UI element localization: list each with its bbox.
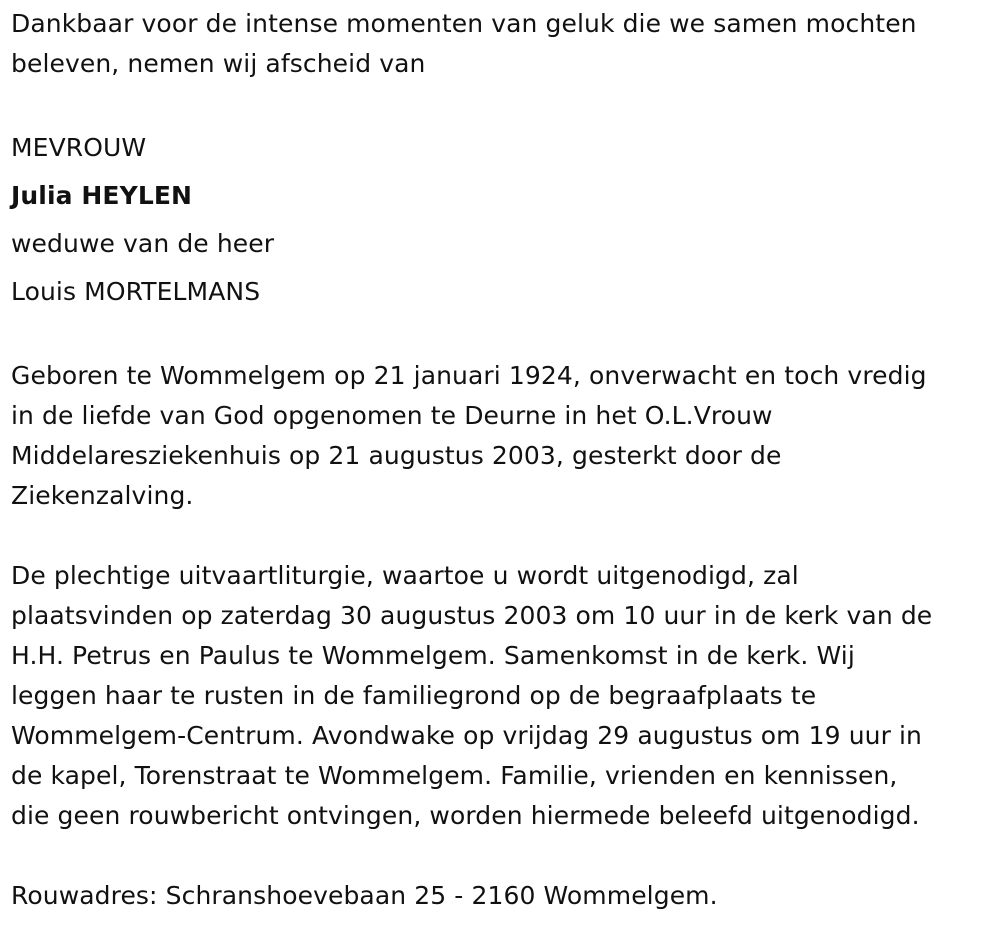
deceased-block [11,124,996,316]
deceased-name: Julia HEYLEN [11,181,193,210]
intro-paragraph [11,4,996,84]
funeral-line: Wommelgem-Centrum. Avondwake op vrijdag 29 augustus om 19 uur in [11,721,923,750]
address-paragraph [11,876,996,916]
birth-death-line: Ziekenzalving. [11,481,194,510]
spouse-name: Louis MORTELMANS [11,277,261,306]
paragraph-spacer [11,836,996,876]
funeral-line: H.H. Petrus en Paulus te Wommelgem. Samenkomst in de kerk. Wij [11,641,855,670]
intro-line: beleven, nemen wij afscheid van [11,49,426,78]
funeral-line: leggen haar te rusten in de familiegrond op de begraafplaats te [11,681,817,710]
birth-death-paragraph [11,356,996,516]
birth-death-line: in de liefde van God opgenomen te Deurne in het O.L.Vrouw [11,401,773,430]
birth-death-line: Middelaresziekenhuis op 21 augustus 2003, gesterkt door de [11,441,782,470]
funeral-line: De plechtige uitvaartliturgie, waartoe u wordt uitgenodigd, zal [11,561,799,590]
birth-death-line: Geboren te Wommelgem op 21 januari 1924, onverwacht en toch vredig [11,361,927,390]
intro-line: Dankbaar voor de intense momenten van geluk die we samen mochten [11,9,917,38]
funeral-line: die geen rouwbericht ontvingen, worden hiermede beleefd uitgenodigd. [11,801,920,830]
funeral-line: de kapel, Torenstraat te Wommelgem. Familie, vrienden en kennissen, [11,761,898,790]
deceased-relation: weduwe van de heer [11,229,275,258]
paragraph-spacer [11,316,996,356]
funeral-line: plaatsvinden op zaterdag 30 augustus 2003 om 10 uur in de kerk van de [11,601,933,630]
mourning-address: Rouwadres: Schranshoevebaan 25 - 2160 Wommelgem. [11,881,718,910]
funeral-paragraph [11,556,996,836]
paragraph-spacer [11,516,996,556]
deceased-title: MEVROUW [11,133,147,162]
paragraph-spacer [11,84,996,124]
obituary-text [11,4,996,916]
